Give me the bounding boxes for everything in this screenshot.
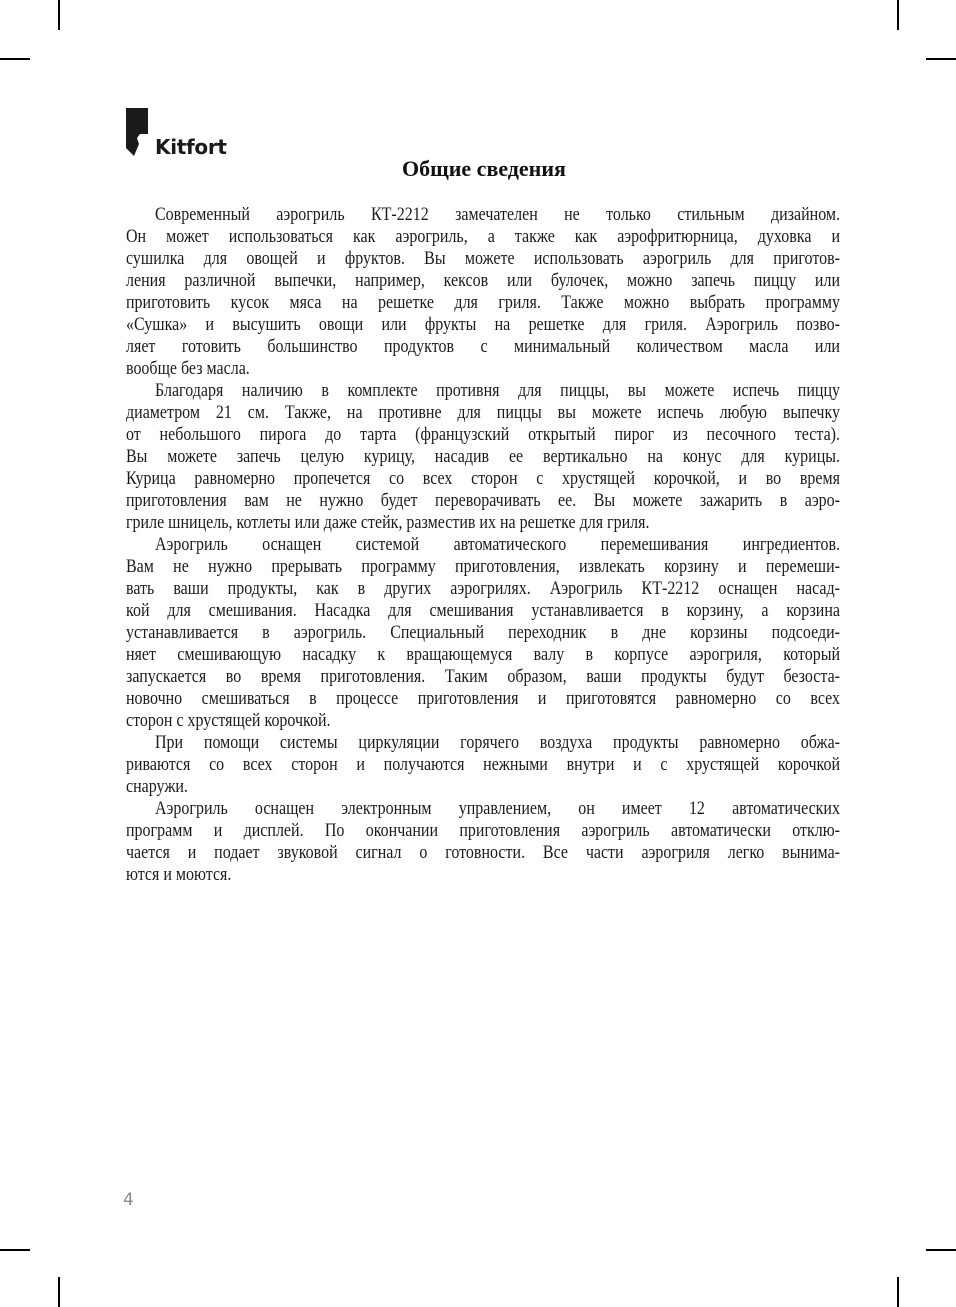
text-line: Курица равномерно пропечется со всех сторон с хрустящей корочкой, и во время	[126, 468, 841, 489]
paragraph	[126, 798, 840, 886]
text-line: Аэрогриль оснащен системой автоматического перемешивания ингредиентов.	[155, 534, 841, 555]
text-line: Благодаря наличию в комплекте противня для пиццы, вы можете испечь пиццу	[155, 380, 841, 401]
text-line: сторон с хрустящей корочкой.	[126, 710, 331, 731]
text-line: вать ваши продукты, как в других аэрогрилях. Аэрогриль КТ-2212 оснащен насад-	[126, 578, 841, 599]
text-line: диаметром 21 см. Также, на противне для пиццы вы можете испечь любую выпечку	[126, 402, 841, 423]
text-line: «Сушка» и высушить овощи или фрукты на решетке для гриля. Аэрогриль позво-	[126, 314, 841, 335]
text-line: Он может использоваться как аэрогриль, а также как аэрофритюрница, духовка и	[126, 226, 841, 247]
text-line: программ и дисплей. По окончании приготовления аэрогриль автоматически отклю-	[126, 820, 841, 841]
text-line: Аэрогриль оснащен электронным управлением, он имеет 12 автоматических	[155, 798, 841, 819]
crop-mark-top-right-vertical	[897, 0, 899, 30]
crop-mark-bottom-left-vertical	[58, 1277, 60, 1307]
text-line: ляет готовить большинство продуктов с минимальный количеством масла или	[126, 336, 840, 357]
text-line: кой для смешивания. Насадка для смешивания устанавливается в корзину, а корзина	[126, 600, 841, 621]
text-line: Вы можете запечь целую курицу, насадив ее вертикально на конус для курицы.	[126, 446, 841, 467]
paragraph	[126, 732, 840, 798]
text-line: приготовить кусок мяса на решетке для гриля. Также можно выбрать программу	[126, 292, 841, 313]
text-line: снаружи.	[126, 776, 188, 797]
text-line: чается и подает звуковой сигнал о готовности. Все части аэрогриля легко вынима-	[126, 842, 841, 863]
text-line: приготовления вам не нужно будет переворачивать ее. Вы можете зажарить в аэро-	[126, 490, 841, 511]
paragraph	[126, 534, 840, 732]
text-line: При помощи системы циркуляции горячего воздуха продукты равномерно обжа-	[155, 732, 841, 753]
crop-mark-top-left-vertical	[58, 0, 60, 30]
text-line: ются и моются.	[126, 864, 232, 885]
text-line: Вам не нужно прерывать программу приготовления, извлекать корзину и перемеши-	[126, 556, 841, 577]
text-line: от небольшого пирога до тарта (французский открытый пирог из песочного теста).	[126, 424, 841, 445]
text-line: Современный аэрогриль КТ-2212 замечателен не только стильным дизайном.	[155, 204, 841, 225]
body-text	[126, 204, 840, 886]
logo-text: Kitfort	[155, 135, 227, 159]
text-line: ления различной выпечки, например, кексов или булочек, можно запечь пиццу или	[126, 270, 841, 291]
paragraph	[126, 380, 840, 534]
crop-mark-bottom-left-horizontal	[0, 1249, 30, 1251]
section-title: Общие сведения	[402, 156, 566, 181]
crop-mark-top-left-horizontal	[0, 58, 30, 60]
text-line: риваются со всех сторон и получаются нежными внутри и с хрустящей корочкой	[126, 754, 841, 775]
crop-mark-top-right-horizontal	[926, 58, 956, 60]
text-line: новочно смешиваться в процессе приготовления и приготовятся равномерно со всех	[126, 688, 841, 709]
text-line: вообще без масла.	[126, 358, 250, 379]
text-line: сушилка для овощей и фруктов. Вы можете использовать аэрогриль для приготов-	[126, 248, 841, 269]
crop-mark-bottom-right-vertical	[897, 1277, 899, 1307]
paragraph	[126, 204, 840, 380]
text-line: устанавливается в аэрогриль. Специальный переходник в дне корзины подсоеди-	[126, 622, 841, 643]
text-line: няет смешивающую насадку к вращающемуся валу в корпусе аэрогриля, который	[126, 644, 841, 665]
text-line: гриле шницель, котлеты или даже стейк, разместив их на решетке для гриля.	[126, 512, 650, 533]
crop-mark-bottom-right-horizontal	[926, 1249, 956, 1251]
text-line: запускается во время приготовления. Таким образом, ваши продукты будут безоста-	[126, 666, 840, 687]
page-number: 4	[123, 1190, 134, 1210]
